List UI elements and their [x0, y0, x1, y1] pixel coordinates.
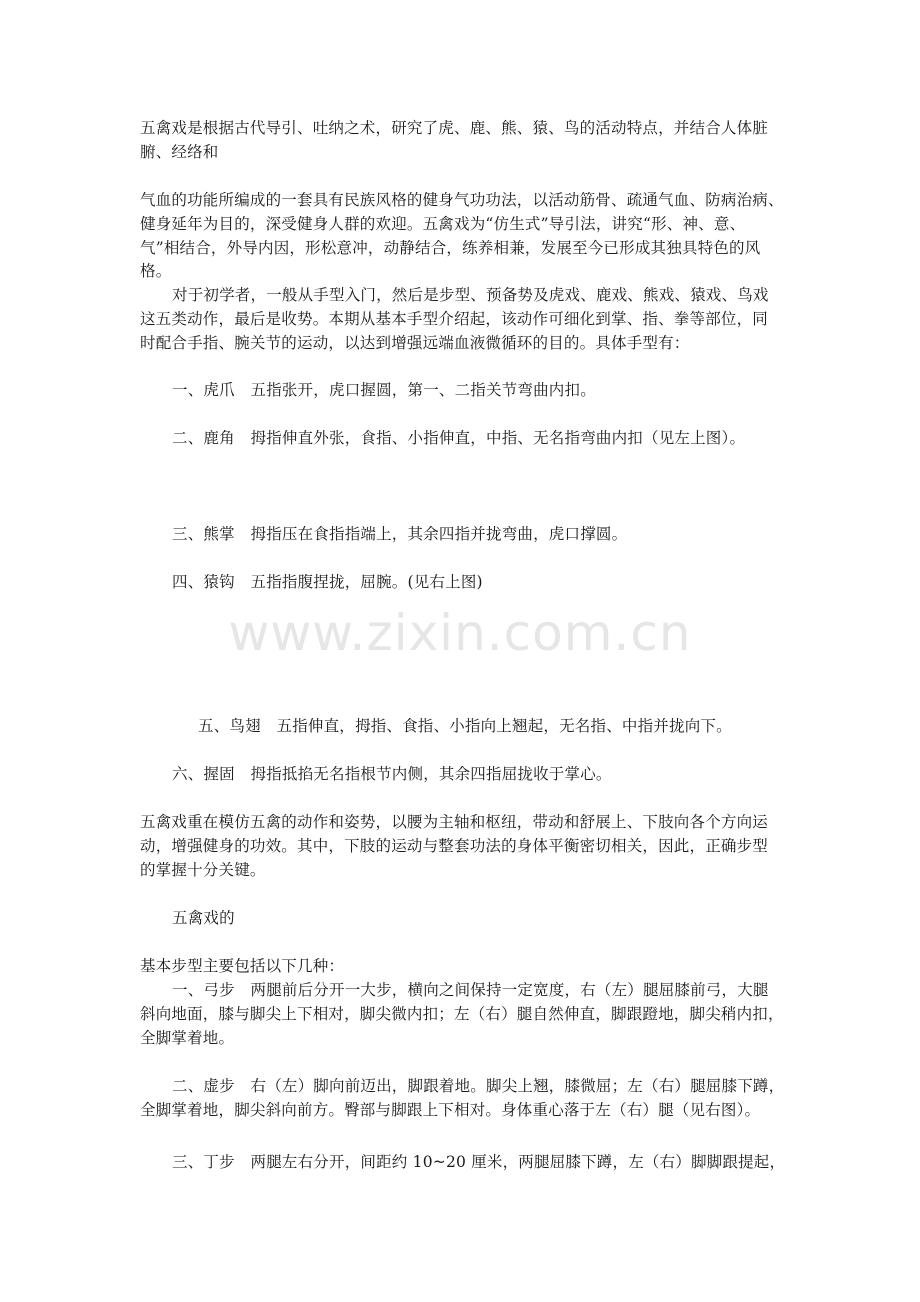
- step-bow-line-2: 斜向地面，膝与脚尖上下相对，脚尖微内扣；左（右）腿自然伸直，脚跟蹬地，脚尖稍内扣，: [140, 1005, 784, 1023]
- step-bow-line-3: 全脚掌着地。: [140, 1029, 235, 1047]
- step-empty-line-2: 全脚掌着地，脚尖斜向前方。臀部与脚跟上下相对。身体重心落于左（右）腿（见右图）。: [140, 1101, 761, 1119]
- watermark: www.zixin.com.cn: [228, 604, 692, 662]
- intro-line-2: 腑、经络和: [140, 143, 219, 161]
- steps-intro-line-5: 基本步型主要包括以下几种：: [140, 957, 345, 975]
- intro-line-6: 格。: [140, 262, 172, 280]
- intro-line-9: 时配合手指、腕关节的运动，以达到增强远端血液微循环的目的。具体手型有：: [140, 334, 690, 352]
- step-bow-line-1: 一、弓步 两腿前后分开一大步，横向之间保持一定宽度，右（左）腿屈膝前弓，大腿: [172, 981, 769, 999]
- hand-shape-tiger-claw: 一、虎爪 五指张开，虎口握圆，第一、二指关节弯曲内扣。: [172, 381, 596, 399]
- hand-shape-grip: 六、握固 拇指抵掐无名指根节内侧，其余四指屈拢收于掌心。: [172, 765, 612, 783]
- step-t-line-1: 三、丁步 两腿左右分开，间距约 10~20 厘米，两腿屈膝下蹲，左（右）脚脚跟提起，: [172, 1153, 786, 1171]
- intro-line-1: 五禽戏是根据古代导引、吐纳之术，研究了虎、鹿、熊、猿、鸟的活动特点，并结合人体脏: [140, 119, 769, 137]
- intro-line-4: 健身延年为目的，深受健身人群的欢迎。五禽戏为“仿生式”导引法，讲究“形、神、意、: [140, 215, 746, 233]
- intro-line-8: 这五类动作，最后是收势。本期从基本手型介绍起，该动作可细化到掌、指、拳等部位，同: [140, 310, 769, 328]
- intro-line-3: 气血的功能所编成的一套具有民族风格的健身气功功法，以活动筋骨、疏通气血、防病治病、: [140, 191, 784, 209]
- steps-intro-line-4: 五禽戏的: [172, 909, 235, 927]
- intro-line-7: 对于初学者，一般从手型入门，然后是步型、预备势及虎戏、鹿戏、熊戏、猿戏、鸟戏: [172, 286, 769, 304]
- step-empty-line-1: 二、虚步 右（左）脚向前迈出，脚跟着地。脚尖上翘，膝微屈；左（右）腿屈膝下蹲，: [172, 1077, 785, 1095]
- steps-intro-line-1: 五禽戏重在模仿五禽的动作和姿势，以腰为主轴和枢纽，带动和舒展上、下肢向各个方向运: [140, 813, 769, 831]
- hand-shape-ape-hook: 四、猿钩 五指指腹捏拢，屈腕。(见右上图): [172, 573, 483, 591]
- steps-intro-line-3: 的掌握十分关键。: [140, 861, 266, 879]
- intro-line-5: 气”相结合，外导内因，形松意冲，动静结合，练养相兼，发展至今已形成其独具特色的风: [140, 239, 761, 257]
- hand-shape-deer-horn: 二、鹿角 拇指伸直外张，食指、小指伸直，中指、无名指弯曲内扣（见左上图）。: [172, 429, 746, 447]
- hand-shape-bird-wing: 五、鸟翅 五指伸直，拇指、食指、小指向上翘起，无名指、中指并拢向下。: [198, 717, 732, 735]
- steps-intro-line-2: 动，增强健身的功效。其中，下肢的运动与整套功法的身体平衡密切相关，因此，正确步型: [140, 837, 769, 855]
- hand-shape-bear-palm: 三、熊掌 拇指压在食指指端上，其余四指并拢弯曲，虎口撑圆。: [172, 525, 628, 543]
